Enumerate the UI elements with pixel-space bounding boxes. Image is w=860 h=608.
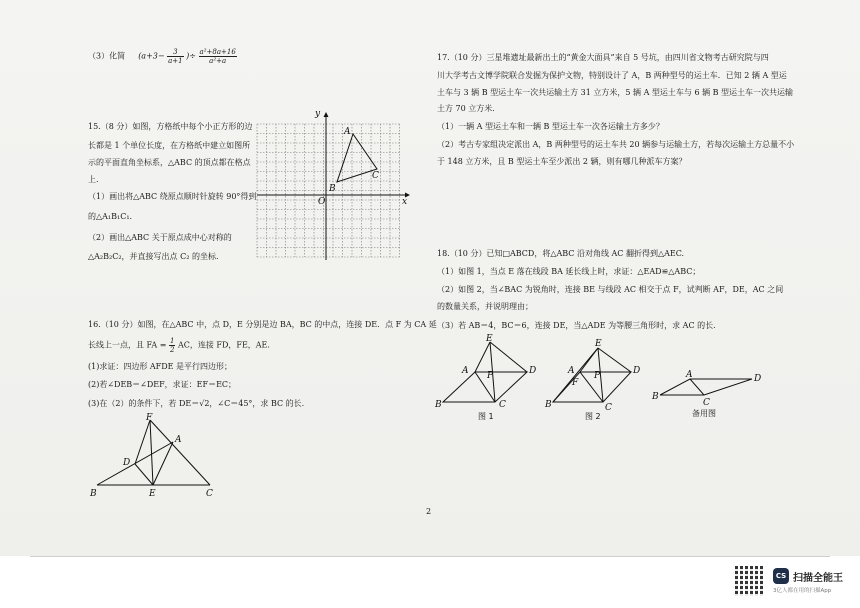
- fig2-label-d: D: [633, 366, 641, 376]
- label-b: B: [90, 489, 97, 499]
- seg-ed: [490, 342, 527, 372]
- fig1-label-b: B: [435, 400, 442, 410]
- fig1-caption: 图 1: [478, 412, 494, 421]
- q15-line1: 15.（8 分）如图，方格纸中每个小正方形的边: [88, 122, 253, 131]
- fig3-caption: 备用图: [692, 409, 716, 418]
- q16-line2-pre: 长线上一点，且 FA =: [88, 340, 167, 350]
- seg-ea: [475, 342, 490, 372]
- q15-line5: （1）画出将△ABC 绕原点顺时针旋转 90°得到: [88, 192, 257, 201]
- q14-frac2-den: a²+a: [209, 57, 227, 65]
- parallelogram-abcd: [660, 379, 752, 395]
- q15-line4: 上.: [88, 175, 99, 184]
- seg-fd: [135, 420, 150, 464]
- fig2-label-c: C: [605, 403, 612, 413]
- fig2-label-f: F: [572, 378, 579, 388]
- q18-line4: 的数量关系，并说明理由；: [437, 302, 533, 311]
- q15-grid-figure: [255, 109, 415, 262]
- qr-code-icon: [735, 566, 765, 596]
- q17-line1: 17.（10 分）三星堆遗址最新出土的“黄金大面具”来自 5 号坑，由四川省文物考古研究院与四: [437, 53, 769, 62]
- fig1-label-c: C: [499, 400, 506, 410]
- seg-be: [553, 348, 598, 402]
- q16-half-frac: [169, 337, 175, 354]
- q17-line5: （1）一辆 A 型运土车和一辆 B 型运土车一次各运输土方多少？: [437, 122, 664, 131]
- y-axis-arrow: [324, 112, 329, 117]
- seg-ed: [598, 348, 631, 372]
- fig2-label-b: B: [545, 400, 552, 410]
- fig3-label-d: D: [754, 374, 762, 384]
- q18-line5: （3）若 AB＝4，BC＝6，连接 DE，当△ADE 为等腰三角形时，求 AC 的长.: [437, 321, 716, 330]
- q14-frac2: [199, 48, 237, 65]
- fig2-label-e: E: [595, 339, 602, 349]
- seg-ae: [153, 442, 173, 485]
- point-c-label: C: [372, 171, 379, 181]
- q17-line3: 土车与 3 辆 B 型运土车一次共运输土方 31 立方米，5 辆 A 型运土车与 6 辆 B 型运土车一次共运输: [437, 88, 794, 97]
- q18-figure2: [545, 335, 643, 425]
- fig2-label-a: A: [568, 366, 575, 376]
- seg-de: [135, 464, 153, 485]
- q16-frac-num: 1: [169, 337, 175, 345]
- camscanner-name: 扫描全能王: [793, 573, 843, 584]
- q14-frac1: [167, 48, 184, 65]
- page-number: 2: [426, 507, 432, 516]
- x-axis-label: x: [402, 197, 408, 207]
- q16-line2: [88, 337, 275, 354]
- fig2-label-p: P: [594, 371, 601, 381]
- camscanner-logo-icon: CS: [773, 568, 789, 584]
- q15-line7: （2）画出△ABC 关于原点成中心对称的: [88, 233, 232, 242]
- fig3-label-a: A: [686, 370, 693, 380]
- q18-line2: （1）如图 1，当点 E 落在线段 BA 延长线上时，求证：△EAD≌△ABC；: [437, 267, 701, 276]
- q18-figure1: [435, 335, 540, 425]
- fig1-label-p: P: [487, 371, 494, 381]
- seg-fc: [150, 420, 210, 485]
- q16-line2-post: AC，连接 FD，FE，AE．: [177, 340, 276, 350]
- q15-line6: 的△A₁B₁C₁.: [88, 212, 133, 221]
- q16-figure: [88, 412, 228, 502]
- fig2-caption: 图 2: [585, 412, 601, 421]
- q14-part3-label: （3）化简: [88, 51, 126, 61]
- scanner-watermark: [735, 566, 845, 596]
- q14-expr-left: (a+3−: [138, 51, 165, 61]
- q18-line1: 18.（10 分）已知□ABCD，将△ABC 沿对角线 AC 翻折得到△AEC.: [437, 249, 685, 258]
- seg-fe: [150, 420, 153, 485]
- fig3-label-c: C: [703, 398, 710, 408]
- q18-spare-figure: [652, 365, 767, 425]
- point-b-label: B: [329, 184, 336, 194]
- label-d: D: [123, 458, 131, 468]
- fig1-label-a: A: [462, 366, 469, 376]
- point-a-label: A: [344, 127, 351, 137]
- origin-label: O: [318, 197, 326, 207]
- q15-line8: △A₂B₂C₂，并直接写出点 C₂ 的坐标.: [88, 252, 219, 261]
- fig1-label-e: E: [486, 334, 493, 344]
- q17-line7: 于 148 立方米，且 B 型运土车至少派出 2 辆，则有哪几种派车方案？: [437, 157, 687, 166]
- q17-line6: （2）考古专家组决定派出 A，B 两种型号的运土车共 20 辆参与运输土方，若每次运输土方总量不小: [437, 140, 795, 149]
- q14-part3: [88, 48, 237, 65]
- label-a: A: [175, 435, 182, 445]
- q16-frac-den: 2: [169, 346, 175, 354]
- camscanner-tagline: 3亿人都在用的扫描App: [773, 588, 832, 594]
- label-e: E: [149, 489, 156, 499]
- q16-line5: (3)在（2）的条件下，若 DE＝√2，∠C＝45°，求 BC 的长.: [88, 399, 305, 408]
- q15-line2: 长都是 1 个单位长度，在方格纸中建立如图所: [88, 141, 251, 150]
- q15-line3: 示的平面直角坐标系，△ABC 的顶点都在格点: [88, 158, 251, 167]
- q17-line2: 川大学考古文博学院联合发掘为保护文物，特别设计了 A，B 两种型号的运土车．已知 2 辆 A 型运: [437, 71, 787, 80]
- q16-line1: 16.（10 分）如图，在△ABC 中，点 D，E 分别是边 BA，BC 的中点，连接 DE．点 F 为 CA 延: [88, 320, 437, 329]
- q14-frac1-den: a+1: [168, 57, 183, 65]
- diag-ac: [690, 379, 704, 395]
- q16-line4: (2)若∠DEB＝∠DEF，求证：EF＝EC；: [88, 380, 237, 389]
- label-f: F: [146, 413, 153, 423]
- q14-frac1-num: 3: [167, 48, 184, 57]
- fig1-label-d: D: [529, 366, 537, 376]
- q17-line4: 土方 70 立方米．: [437, 104, 501, 113]
- q14-frac2-num: a²+8a+16: [199, 48, 236, 56]
- fig3-label-b: B: [652, 392, 659, 402]
- q16-line3: (1)求证：四边形 AFDE 是平行四边形；: [88, 362, 232, 371]
- label-c: C: [206, 489, 213, 499]
- y-axis-label: y: [315, 109, 321, 119]
- footer-divider: [30, 556, 830, 557]
- q18-line3: （2）如图 2，当∠BAC 为锐角时，连接 BE 与线段 AC 相交于点 F，试判断 AF，DE，AC 之间: [437, 285, 784, 294]
- q14-expr-mid: )÷: [186, 51, 196, 61]
